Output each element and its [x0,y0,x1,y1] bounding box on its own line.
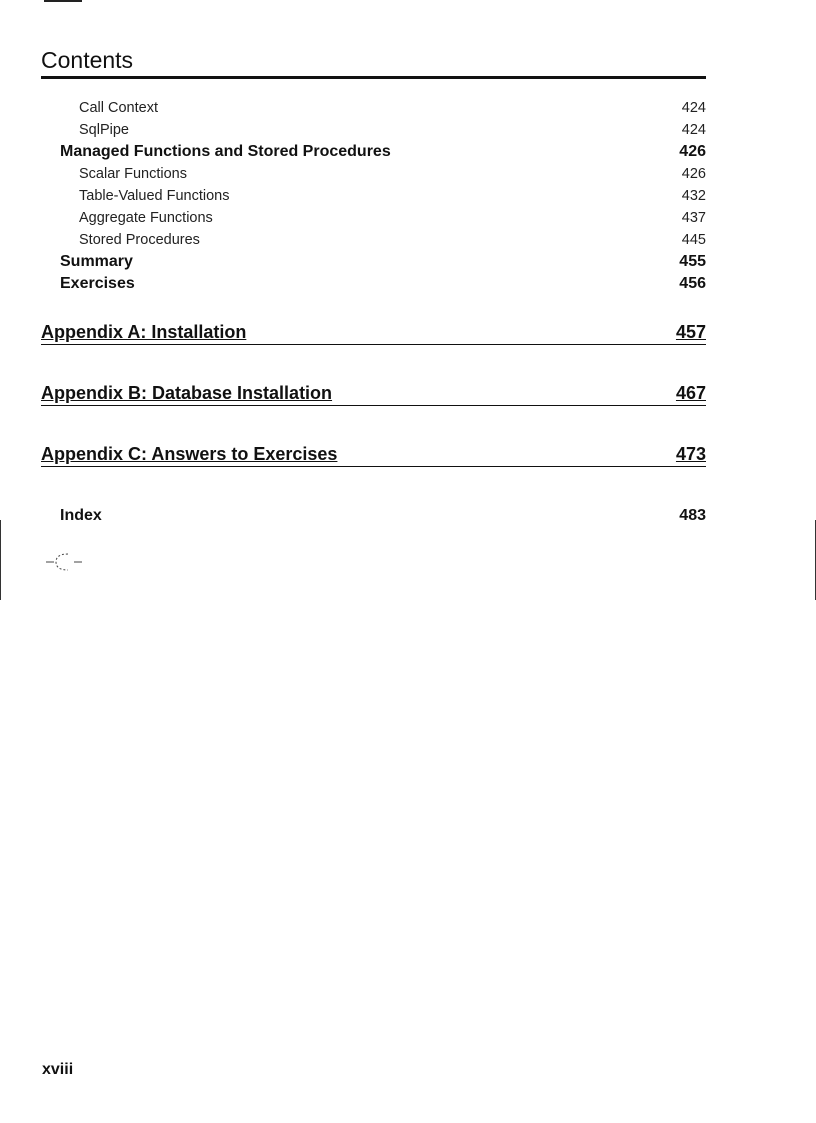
toc-entry-page: 426 [681,166,706,182]
toc-entry-scalar-functions[interactable] [41,163,706,185]
spacer [41,467,706,505]
toc-entry-page: 456 [679,275,706,292]
spacer [41,295,706,320]
toc-entry-stored-procedures[interactable] [41,229,706,251]
toc-entry-label: Exercises [60,275,135,292]
toc-entry-label: Call Context [79,100,158,116]
toc-entry-managed-functions[interactable] [41,141,706,163]
top-crop-mark [44,0,82,2]
page-number: xviii [42,1061,74,1078]
toc-entry-index[interactable] [41,505,706,527]
spacer [41,406,706,442]
toc-entry-page: 437 [681,210,706,226]
toc-appendix-b[interactable] [41,381,706,406]
toc-entry-page: 455 [679,253,706,270]
toc-entry-label: SqlPipe [79,122,129,138]
toc-entry-page: 424 [681,122,706,138]
toc-entry-label: Stored Procedures [79,232,200,248]
left-crop-mark [0,520,1,600]
toc-entry-sqlpipe[interactable] [41,119,706,141]
toc-appendix-a[interactable] [41,320,706,345]
toc-entry-label: Table-Valued Functions [79,188,230,204]
toc-entry-exercises[interactable] [41,273,706,295]
toc-appendix-page: 457 [675,322,706,342]
toc-entry-label: Managed Functions and Stored Procedures [60,143,391,160]
toc-entry-page: 424 [681,100,706,116]
registration-mark-icon [44,550,84,574]
toc-entry-label: Scalar Functions [79,166,187,182]
toc-entry-label: Summary [60,253,133,270]
toc-appendix-label: Appendix B: Database Installation [41,383,333,403]
toc-entry-summary[interactable] [41,251,706,273]
toc-entry-call-context[interactable] [41,97,706,119]
toc-entry-label: Aggregate Functions [79,210,213,226]
toc-entry-page: 426 [679,143,706,160]
toc-appendix-page: 473 [675,444,706,464]
toc-entry-table-valued-functions[interactable] [41,185,706,207]
toc-appendix-c[interactable] [41,442,706,467]
toc-entry-label: Index [60,507,102,524]
toc-appendix-page: 467 [675,383,706,403]
page-title: Contents [41,46,706,79]
toc-entry-page: 483 [679,507,706,524]
spacer [41,345,706,381]
toc-entry-page: 445 [681,232,706,248]
table-of-contents [41,97,706,527]
toc-entry-page: 432 [681,188,706,204]
toc-appendix-label: Appendix C: Answers to Exercises [41,444,338,464]
toc-entry-aggregate-functions[interactable] [41,207,706,229]
toc-appendix-label: Appendix A: Installation [41,322,247,342]
